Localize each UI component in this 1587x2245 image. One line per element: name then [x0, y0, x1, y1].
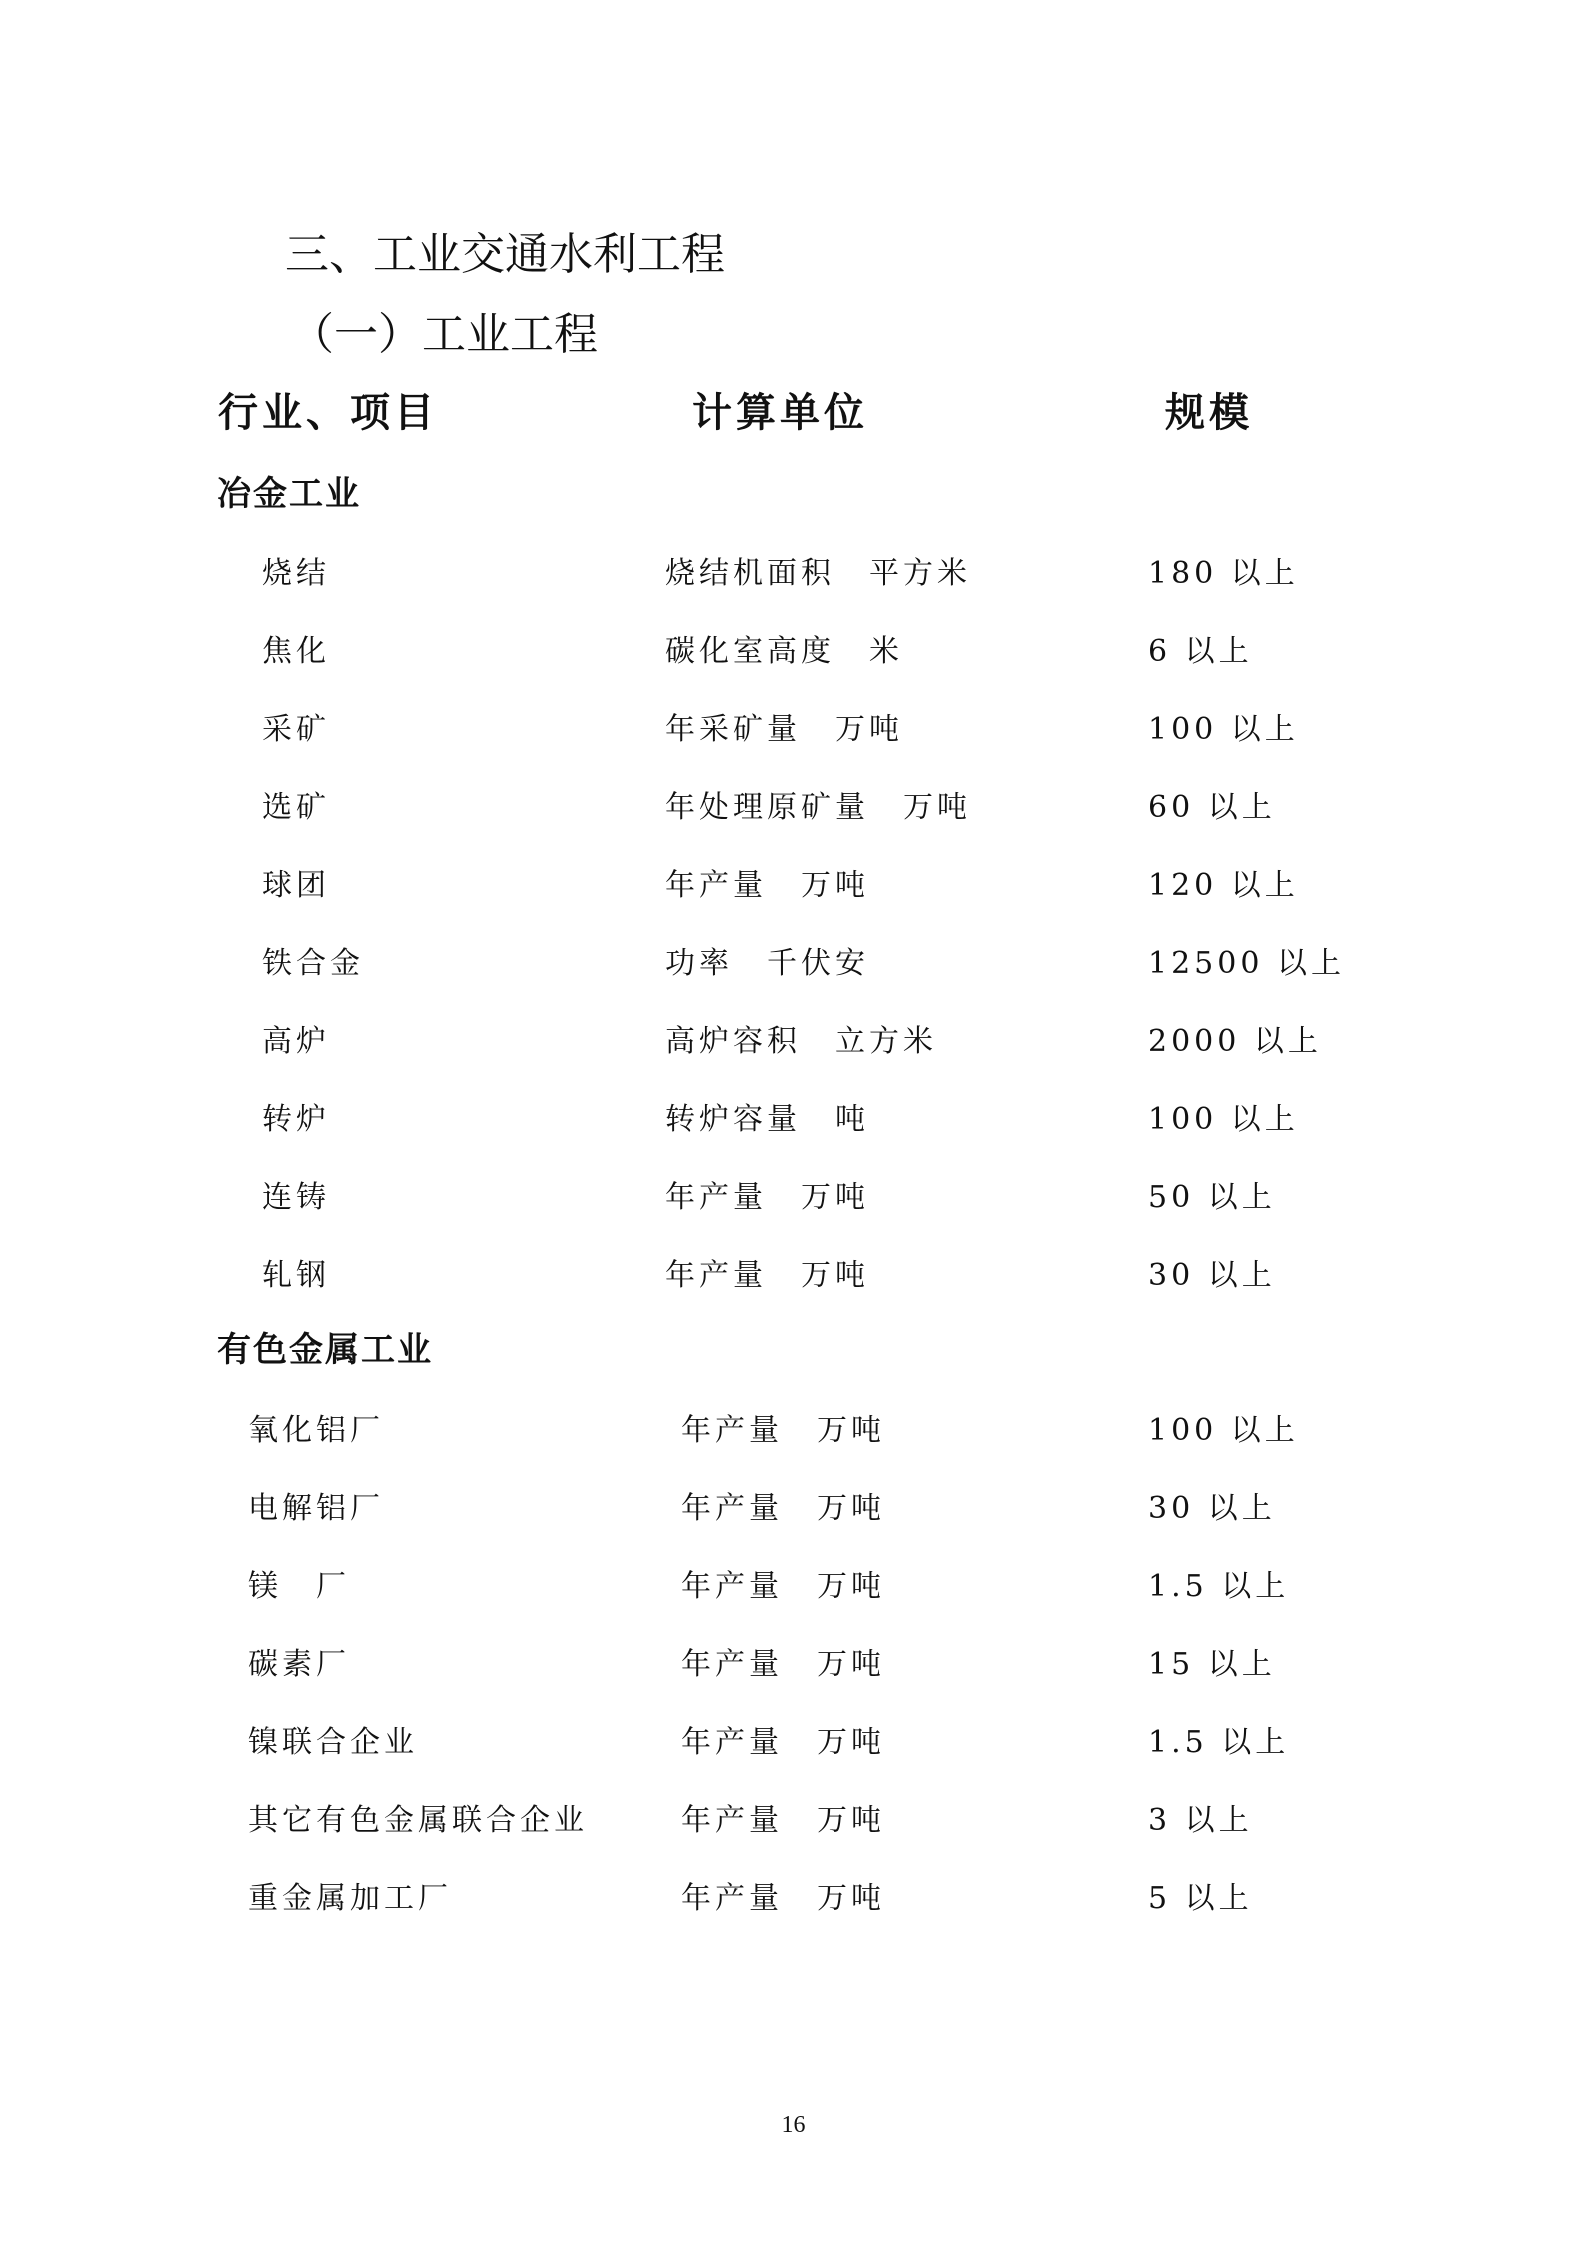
table-row	[0, 630, 1587, 674]
table-row	[0, 1643, 1587, 1687]
table-row	[0, 864, 1587, 908]
row-item: 选矿	[262, 790, 330, 825]
column-header-unit: 计算单位	[692, 389, 868, 436]
row-item: 碳素厂	[248, 1647, 350, 1682]
row-item: 重金属加工厂	[248, 1881, 452, 1916]
row-unit: 功率 千伏安	[665, 946, 869, 981]
row-scale: 15 以上	[1148, 1647, 1276, 1682]
category-heading-nonferrous: 有色金属工业	[217, 1330, 433, 1370]
row-item: 镁 厂	[248, 1569, 350, 1604]
row-item: 氧化铝厂	[248, 1413, 384, 1448]
table-row	[0, 1098, 1587, 1142]
table-row	[0, 1176, 1587, 1220]
row-item: 烧结	[262, 556, 330, 591]
table-row	[0, 1565, 1587, 1609]
row-scale: 1.5 以上	[1148, 1569, 1290, 1604]
subsection-title: （一）工业工程	[290, 309, 598, 360]
section-title: 三、工业交通水利工程	[285, 229, 725, 280]
table-row	[0, 1487, 1587, 1531]
row-item: 镍联合企业	[248, 1725, 418, 1760]
row-scale: 50 以上	[1148, 1180, 1276, 1215]
column-header-scale: 规模	[1165, 389, 1253, 436]
row-item: 球团	[262, 868, 330, 903]
row-scale: 1.5 以上	[1148, 1725, 1290, 1760]
row-item: 连铸	[262, 1180, 330, 1215]
table-row	[0, 1020, 1587, 1064]
row-unit: 年产量 万吨	[665, 1258, 869, 1293]
table-row	[0, 552, 1587, 596]
row-unit: 转炉容量 吨	[665, 1102, 869, 1137]
row-item: 电解铝厂	[248, 1491, 384, 1526]
row-unit: 年采矿量 万吨	[665, 712, 903, 747]
row-scale: 100 以上	[1148, 712, 1299, 747]
row-unit: 烧结机面积 平方米	[665, 556, 971, 591]
row-item: 其它有色金属联合企业	[248, 1803, 588, 1838]
table-row	[0, 1254, 1587, 1298]
table-row	[0, 1409, 1587, 1453]
row-scale: 60 以上	[1148, 790, 1276, 825]
row-unit: 年产量 万吨	[681, 1725, 885, 1760]
row-scale: 2000 以上	[1148, 1024, 1322, 1059]
row-item: 铁合金	[262, 946, 364, 981]
row-unit: 年产量 万吨	[681, 1569, 885, 1604]
table-row	[0, 1721, 1587, 1765]
row-scale: 3 以上	[1148, 1803, 1253, 1838]
row-scale: 120 以上	[1148, 868, 1299, 903]
table-row	[0, 1799, 1587, 1843]
page-number: 16	[781, 2112, 806, 2138]
row-unit: 年产量 万吨	[665, 868, 869, 903]
row-scale: 100 以上	[1148, 1413, 1299, 1448]
row-unit: 年产量 万吨	[681, 1803, 885, 1838]
row-unit: 年产量 万吨	[665, 1180, 869, 1215]
row-scale: 30 以上	[1148, 1491, 1276, 1526]
row-unit: 年产量 万吨	[681, 1647, 885, 1682]
row-scale: 30 以上	[1148, 1258, 1276, 1293]
row-item: 转炉	[262, 1102, 330, 1137]
table-row	[0, 1877, 1587, 1921]
table-row	[0, 708, 1587, 752]
row-scale: 12500 以上	[1148, 946, 1345, 981]
row-unit: 年处理原矿量 万吨	[665, 790, 971, 825]
row-scale: 180 以上	[1148, 556, 1299, 591]
row-unit: 年产量 万吨	[681, 1491, 885, 1526]
column-header-item: 行业、项目	[218, 389, 438, 436]
row-scale: 100 以上	[1148, 1102, 1299, 1137]
row-item: 高炉	[262, 1024, 330, 1059]
category-heading-metallurgy: 冶金工业	[217, 474, 361, 514]
row-scale: 6 以上	[1148, 634, 1253, 669]
table-row	[0, 942, 1587, 986]
row-unit: 高炉容积 立方米	[665, 1024, 937, 1059]
table-row	[0, 786, 1587, 830]
row-unit: 年产量 万吨	[681, 1881, 885, 1916]
row-item: 焦化	[262, 634, 330, 669]
row-item: 采矿	[262, 712, 330, 747]
row-scale: 5 以上	[1148, 1881, 1253, 1916]
row-unit: 碳化室高度 米	[665, 634, 903, 669]
row-item: 轧钢	[262, 1258, 330, 1293]
row-unit: 年产量 万吨	[681, 1413, 885, 1448]
